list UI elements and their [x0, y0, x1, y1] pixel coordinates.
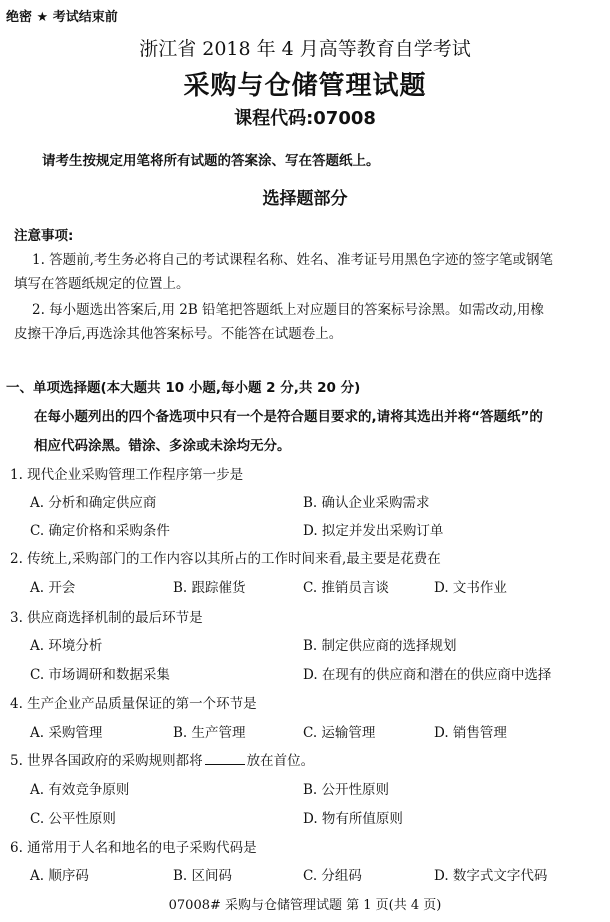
part-1-heading: 一、单项选择题(本大题共 10 小题,每小题 2 分,共 20 分)	[6, 380, 361, 396]
question-1-option-d: D. 拟定并发出采购订单	[303, 523, 444, 539]
question-3-option-a: A. 环境分析	[30, 638, 103, 654]
page-title: 采购与仓储管理试题	[183, 71, 427, 101]
question-2-stem: 2. 传统上,采购部门的工作内容以其所占的工作时间来看,最主要是花费在	[10, 551, 441, 567]
question-3-option-d: D. 在现有的供应商和潜在的供应商中选择	[303, 667, 552, 683]
note-1-line-2: 填写在答题纸规定的位置上。	[14, 276, 190, 292]
question-1-option-b: B. 确认企业采购需求	[303, 495, 430, 511]
question-1-stem: 1. 现代企业采购管理工作程序第一步是	[10, 467, 244, 483]
question-2-option-a: A. 开会	[30, 580, 76, 596]
part-1-desc-line-1: 在每小题列出的四个备选项中只有一个是符合题目要求的,请将其选出并将“答题纸”的	[34, 409, 543, 425]
question-5-stem	[10, 749, 314, 769]
course-code: 课程代码:07008	[234, 108, 376, 129]
question-5-option-b: B. 公开性原则	[303, 782, 390, 798]
question-3-option-c: C. 市场调研和数据采集	[30, 667, 170, 683]
confidential-label: 绝密 ★ 考试结束前	[6, 10, 118, 25]
question-5-option-c: C. 公平性原则	[30, 811, 116, 827]
question-2-option-d: D. 文书作业	[434, 580, 507, 596]
question-5-option-d: D. 物有所值原则	[303, 811, 403, 827]
fill-in-blank	[205, 751, 245, 765]
question-5-option-a: A. 有效竞争原则	[30, 782, 130, 798]
exam-session-line: 浙江省 2018 年 4 月高等教育自学考试	[139, 38, 471, 60]
question-6-option-b: B. 区间码	[173, 868, 233, 884]
question-5-stem-before: 5. 世界各国政府的采购规则都将	[10, 753, 203, 769]
question-4-option-a: A. 采购管理	[30, 725, 103, 741]
section-heading: 选择题部分	[262, 189, 348, 209]
question-2-option-b: B. 跟踪催货	[173, 580, 246, 596]
note-1-line-1: 1. 答题前,考生务必将自己的考试课程名称、姓名、准考证号用黑色字迹的签字笔或钢笔	[32, 252, 553, 268]
part-1-desc-line-2: 相应代码涂黑。错涂、多涂或未涂均无分。	[34, 438, 291, 454]
question-3-stem: 3. 供应商选择机制的最后环节是	[10, 610, 203, 626]
question-1-option-c: C. 确定价格和采购条件	[30, 523, 170, 539]
question-5-stem-after: 放在首位。	[246, 753, 315, 769]
note-2-line-1: 2. 每小题选出答案后,用 2B 铅笔把答题纸上对应题目的答案标号涂黑。如需改动,用橡	[32, 302, 544, 318]
answer-instruction: 请考生按规定用笔将所有试题的答案涂、写在答题纸上。	[42, 153, 380, 169]
question-6-stem: 6. 通常用于人名和地名的电子采购代码是	[10, 840, 257, 856]
question-4-option-b: B. 生产管理	[173, 725, 246, 741]
notes-title: 注意事项:	[14, 228, 74, 244]
page-footer: 07008# 采购与仓储管理试题 第 1 页(共 4 页)	[168, 898, 442, 913]
question-6-option-d: D. 数字式文字代码	[434, 868, 548, 884]
question-4-option-c: C. 运输管理	[303, 725, 376, 741]
question-2-option-c: C. 推销员言谈	[303, 580, 389, 596]
question-4-option-d: D. 销售管理	[434, 725, 507, 741]
question-1-option-a: A. 分析和确定供应商	[30, 495, 157, 511]
question-3-option-b: B. 制定供应商的选择规划	[303, 638, 457, 654]
question-4-stem: 4. 生产企业产品质量保证的第一个环节是	[10, 696, 257, 712]
question-6-option-a: A. 顺序码	[30, 868, 89, 884]
question-6-option-c: C. 分组码	[303, 868, 362, 884]
note-2-line-2: 皮擦干净后,再选涂其他答案标号。不能答在试题卷上。	[14, 326, 343, 342]
